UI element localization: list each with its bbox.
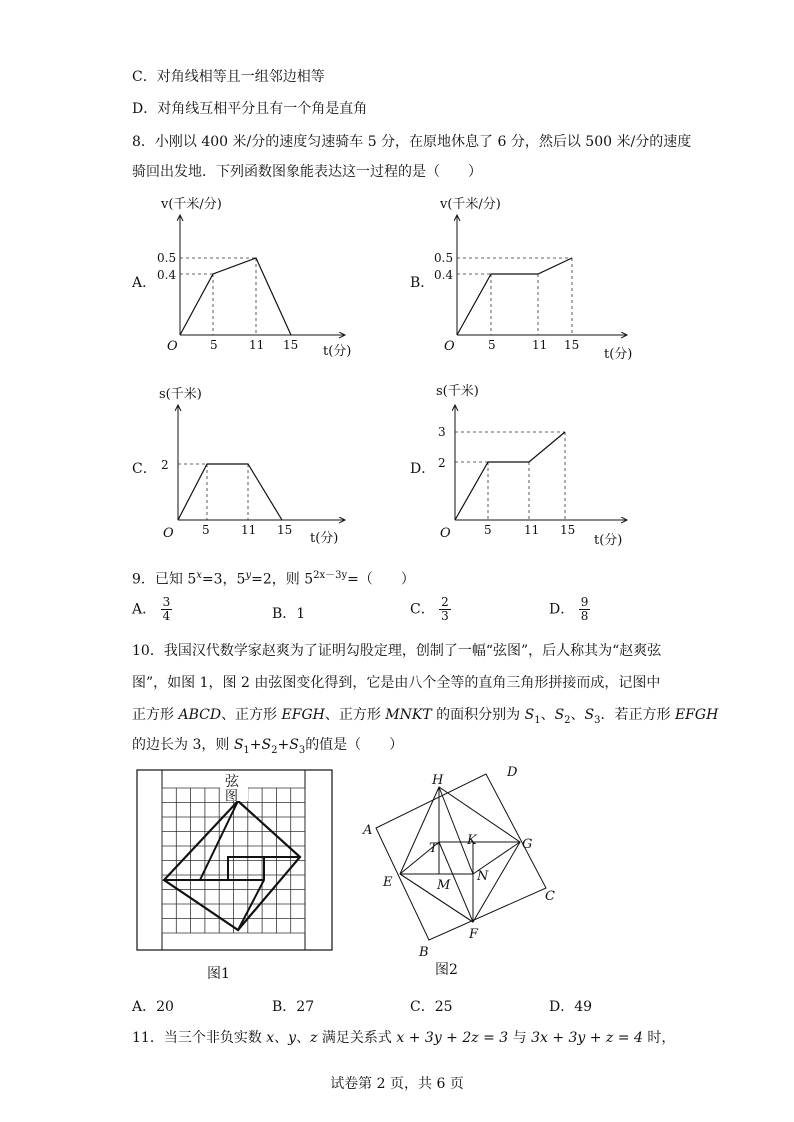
text: 、正方形 <box>324 707 386 723</box>
label-e: E <box>383 875 393 890</box>
q8-graph-c <box>155 380 355 550</box>
var-x: x <box>266 1030 275 1046</box>
x-tick-15: 15 <box>283 338 299 352</box>
fraction <box>439 596 451 623</box>
q9-option-c <box>410 596 451 623</box>
q9-exp-x: x <box>196 570 202 581</box>
q8-graph-a <box>155 190 355 365</box>
fraction <box>579 596 591 623</box>
subscript: 3 <box>594 714 601 726</box>
graph-line <box>180 258 291 335</box>
y-tick-0.4: 0.4 <box>434 268 454 282</box>
var-abcd: ABCD <box>178 707 222 723</box>
numerator: 9 <box>580 595 589 609</box>
label-c: C <box>545 889 555 904</box>
y-axis-label: s(千米) <box>159 387 202 402</box>
page-footer: 试卷第 2 页，共 6 页 <box>330 1076 464 1092</box>
label-h: H <box>432 773 444 788</box>
text: 的面积分别为 <box>431 707 525 723</box>
q10-option-a: A．20 <box>132 999 174 1015</box>
text: 的边长为 3，则 <box>132 737 234 753</box>
x-axis-label: t(分) <box>323 344 352 359</box>
x-axis-label: t(分) <box>594 533 623 548</box>
label-g: G <box>522 837 533 852</box>
segment <box>439 787 473 874</box>
q11-stem <box>132 1027 675 1047</box>
y-tick-2: 2 <box>438 456 446 470</box>
label-f: F <box>469 927 479 942</box>
text: 满足关系式 <box>317 1030 397 1046</box>
y-tick-0.5: 0.5 <box>434 251 454 265</box>
q9-stem-part: 9．已知 5 <box>132 571 197 588</box>
q10-line2: 图”，如图 1，图 2 由弦图变化得到，它是由八个全等的直角三角形拼接而成，记图中 <box>132 675 661 691</box>
q10-figure2 <box>355 762 570 987</box>
label-m: M <box>437 878 451 893</box>
q9-stem <box>132 566 415 589</box>
numerator: 2 <box>441 595 449 609</box>
origin-label: O <box>167 339 178 354</box>
q9-stem-part: =3，5 <box>201 571 246 588</box>
q10-option-b: B．27 <box>272 999 315 1015</box>
q8-option-a-label: A． <box>132 275 157 291</box>
x-tick-15: 15 <box>564 338 580 352</box>
x-axis-label: t(分) <box>310 531 339 546</box>
x-tick-11: 11 <box>249 338 265 352</box>
var-mnkt: MNKT <box>385 707 432 723</box>
text: 、 <box>274 1030 289 1046</box>
q8-graph-d <box>432 378 642 550</box>
var-s: S <box>261 737 272 753</box>
equation-1: x + 3y + 2z = 3 <box>396 1030 509 1046</box>
q9-option-d <box>549 596 590 623</box>
q9-exp-y: y <box>245 570 252 581</box>
y-tick-2: 2 <box>161 458 169 472</box>
subscript: 1 <box>534 714 541 726</box>
q8-option-d-label: D． <box>410 461 436 477</box>
var-s: S <box>289 737 299 753</box>
text: 、 <box>540 707 555 723</box>
x-tick-5: 5 <box>484 523 492 537</box>
figure-title-char-2: 图 <box>225 789 239 804</box>
text: 的值是（ ） <box>305 737 404 753</box>
option-label: D． <box>549 601 575 618</box>
outer-square <box>164 801 300 930</box>
text: 、 <box>296 1030 311 1046</box>
var-y: y <box>288 1030 297 1046</box>
fraction <box>161 596 173 623</box>
q10-option-c: C．25 <box>410 999 453 1015</box>
q8-option-c-label: C． <box>132 461 157 477</box>
q10-line3 <box>132 704 718 726</box>
y-axis-label: v(千米/分) <box>440 197 501 212</box>
denominator: 8 <box>580 609 589 623</box>
text: 、正方形 <box>221 707 282 723</box>
origin-label: O <box>444 339 455 354</box>
subscript: 2 <box>564 714 571 726</box>
q8-option-b-label: B． <box>410 275 435 291</box>
x-tick-11: 11 <box>241 523 257 537</box>
q10-option-d: D．49 <box>549 999 593 1015</box>
y-tick-0.5: 0.5 <box>157 251 177 265</box>
text: ．若正方形 <box>600 707 675 723</box>
q8-stem-line1: 8．小刚以 400 米/分的速度匀速骑车 5 分，在原地休息了 6 分，然后以 500 米/分的速度 <box>132 134 692 150</box>
var-s: S <box>584 707 595 723</box>
label-d: D <box>507 765 518 780</box>
text: 与 <box>508 1030 532 1046</box>
q9-exp-2x-3y: 2x－3y <box>313 570 348 581</box>
q9-stem-part: =（ ） <box>347 571 415 588</box>
label-a: A <box>363 823 373 838</box>
text: 、 <box>570 707 585 723</box>
denominator: 3 <box>441 609 449 623</box>
subscript: 1 <box>243 744 250 756</box>
figure-title-char-1: 弦 <box>225 774 239 790</box>
x-tick-11: 11 <box>524 523 540 537</box>
equation-2: 3x + 3y + z = 4 <box>531 1030 643 1046</box>
y-tick-0.4: 0.4 <box>157 268 177 282</box>
q8-graph-b <box>432 190 642 365</box>
var-s: S <box>524 707 535 723</box>
graph-line <box>178 464 282 520</box>
x-tick-5: 5 <box>210 338 218 352</box>
y-axis-label: s(千米) <box>436 384 479 399</box>
label-b: B <box>419 945 429 960</box>
x-tick-5: 5 <box>202 523 210 537</box>
x-tick-5: 5 <box>488 338 496 352</box>
q10-line1: 10．我国汉代数学家赵爽为了证明勾股定理，创制了一幅“弦图”，后人称其为“赵爽弦 <box>132 643 662 659</box>
x-axis-label: t(分) <box>604 347 633 362</box>
origin-label: O <box>440 526 451 541</box>
q9-option-a <box>132 596 172 623</box>
q7-option-d: D．对角线互相平分且有一个角是直角 <box>132 101 368 117</box>
text: + <box>249 737 262 753</box>
var-efgh: EFGH <box>674 707 719 723</box>
text: 时， <box>642 1030 676 1046</box>
x-tick-11: 11 <box>532 338 548 352</box>
subscript: 2 <box>271 744 278 756</box>
label-t: T <box>429 841 438 856</box>
q9-option-b: B．1 <box>272 606 306 622</box>
text: 11．当三个非负实数 <box>132 1030 267 1046</box>
option-label: C． <box>410 601 435 618</box>
square-abcd <box>376 774 546 940</box>
denominator: 4 <box>162 609 171 623</box>
subscript: 3 <box>298 744 306 756</box>
var-efgh: EFGH <box>281 707 325 723</box>
q9-stem-part: =2，则 5 <box>251 571 314 588</box>
label-n: N <box>477 869 489 884</box>
x-tick-15: 15 <box>277 523 293 537</box>
text: + <box>277 737 290 753</box>
q7-option-c: C．对角线相等且一组邻边相等 <box>132 69 325 85</box>
q10-figure1 <box>132 768 342 990</box>
graph-line <box>457 258 572 335</box>
var-z: z <box>310 1030 318 1046</box>
option-label: A． <box>132 601 157 618</box>
q10-line4 <box>132 734 403 756</box>
figure1-caption: 图1 <box>207 966 230 982</box>
label-k: K <box>467 833 477 848</box>
var-s: S <box>554 707 565 723</box>
q8-stem-line2: 骑回出发地．下列函数图象能表达这一过程的是（ ） <box>132 164 482 180</box>
y-tick-3: 3 <box>438 425 446 439</box>
numerator: 3 <box>162 595 171 609</box>
figure2-caption: 图2 <box>435 962 458 978</box>
graph-line <box>455 432 565 520</box>
text: 正方形 <box>132 707 179 723</box>
y-axis-label: v(千米/分) <box>161 197 222 212</box>
x-tick-15: 15 <box>560 523 576 537</box>
var-s: S <box>233 737 244 753</box>
origin-label: O <box>163 526 174 541</box>
